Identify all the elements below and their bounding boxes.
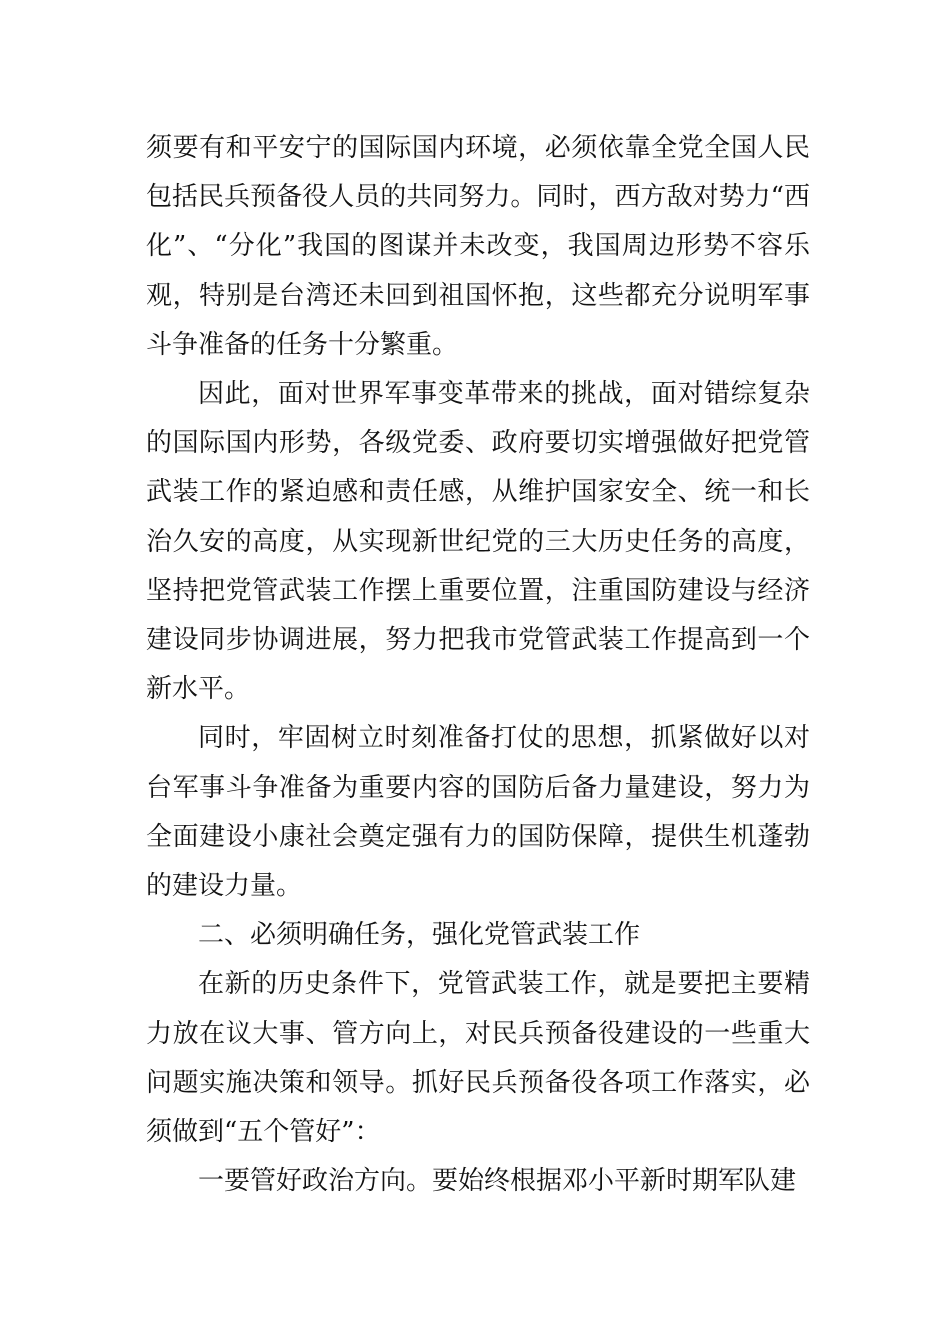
paragraph-political-direction: 一要管好政治方向。要始终根据邓小平新时期军队建 bbox=[198, 1166, 797, 1197]
paragraph-therefore: 因此，面对世界军事变革带来的挑战，面对错综复杂的国际国内形势，各级党委、政府要切实增强做好把党管武装工作的紧迫感和责任感，从维护国家安全、统一和长治久安的高度，从实现新世纪党的三大历史任务的高度，坚持把党管武装工作摆上重要位置，注重国防建设与经济建设同步协调进展，努力把我市党管武装工作提高到一个新水平。 bbox=[146, 379, 810, 705]
section-heading: 二、必须明确任务，强化党管武装工作 bbox=[198, 920, 641, 951]
paragraph-new-conditions: 在新的历史条件下，党管武装工作，就是要把主要精力放在议大事、管方向上，对民兵预备役建设的一些重大问题实施决策和领导。抓好民兵预备役各项工作落实，必须做到“五个管好”： bbox=[146, 969, 810, 1148]
paragraph-meanwhile: 同时，牢固树立时刻准备打仗的思想，抓紧做好以对台军事斗争准备为重要内容的国防后备力量建设，努力为全面建设小康社会奠定强有力的国防保障，提供生机蓬勃的建设力量。 bbox=[146, 723, 810, 902]
paragraph-continuation: 须要有和平安宁的国际国内环境，必须依靠全党全国人民包括民兵预备役人员的共同努力。同时，西方敌对势力“西化”、“分化”我国的图谋并未改变，我国周边形势不容乐观，特别是台湾还未回到祖国怀抱，这些都充分说明军事斗争准备的任务十分繁重。 bbox=[146, 133, 810, 360]
document-body bbox=[146, 124, 810, 1206]
